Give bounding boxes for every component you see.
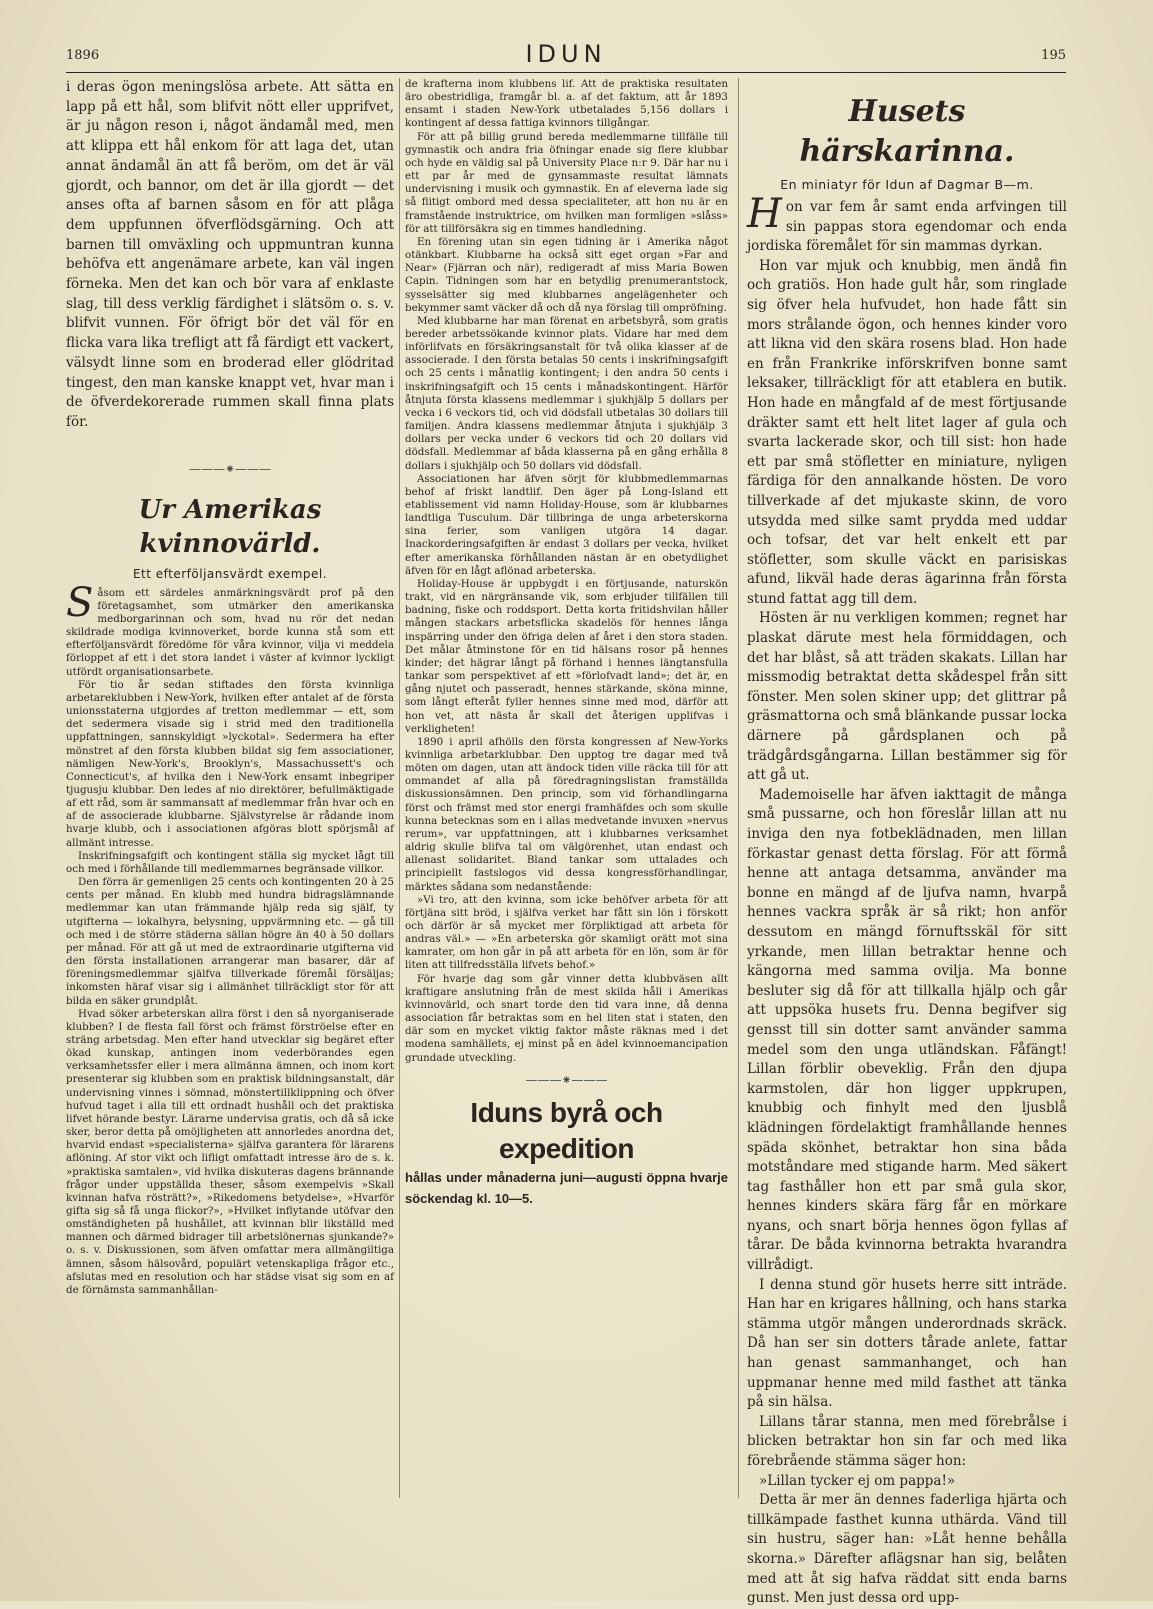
- article-paragraph: Associationen har äfven sörjt för klubbmedlemmarnas behof af friskt landtlif. Den äger på Long-Island ett etablissement vid namn Holiday-House, som är klubbarnes landtliga Tusculum. Där tillbringa de unga arbeterskorna sina ferier, som vanligen utgöra 14 dagar. Inackorderingsafgiften är endast 3 dollars per vecka, hvilket efter amerikanska förhållanden nästan är en obetydlighet äfven för en lågt aflönad arbeterska.: [405, 472, 728, 577]
- drop-cap: H: [747, 191, 782, 237]
- notice-text: hållas under månaderna juni—augusti öppna hvarje söckendag kl. 10—5.: [405, 1169, 728, 1206]
- column-1: [66, 78, 394, 1498]
- story-paragraph: on var fem år samt enda arfvingen till sin pappas stora egendomar och enda jordiska föremålet för sin mammas dyrkan.: [747, 199, 1067, 255]
- story-paragraph: Detta är mer än dennes faderliga hjärta och tillkämpade fasthet kunna uthärda. Vänd till sin hustru, säger han: »Låt henne behålla skorna.» Därefter aflägsnar han sig, belåten med att åt sig hafva räddat sitt endа barns gunst. Men just dessa ord upp-: [747, 1492, 1067, 1607]
- ornament-divider: ———⁕———: [525, 1072, 608, 1087]
- article-paragraph: En förening utan sin egen tidning är i Amerika något otänkbart. Klubbarne ha också sitt eget organ »Far and Near» (Fjärran och när), redigeradt af miss Maria Bowen Capin. Tidningen som har en betydlig prenumerantstock, sysselsätter sig med klubbarnes angelägenheter och bekymmer samt väcker då och då nya förslag till ompröfning.: [405, 235, 728, 314]
- article-paragraph: Med klubbarne har man förenat en arbetsbyrå, som gratis bereder arbetssökande kvinnor plats. Vidare har med dem införlifvats en försäkringsanstalt för två olika klasser af de associerade. I den första betalas 50 cents i inskrifningsafgift och 25 cents i månatlig kontingent; i den andra 50 cents i inskrifningsafgift och 15 cents i månadskontingent. Härför åtnjuta första klassens medlemmar i sjukhjälp 5 dollars per vecka i 6 veckors tid, och vid dödsfall utbetalas 30 dollars till familjen. Andra klassens medlemmar åtnjuta i sjukhjälp 3 dollars per vecka under 6 veckors tid och 20 dollars vid dödsfall. Medlemmar af båda klasserna på en gång erhålla 8 dollars i sjukhjälp och 50 dollars vid dödsfall.: [405, 314, 728, 472]
- article-paragraph: Holiday-House är uppbygdt i en förtjusande, naturskön trakt, vid en närgränsande vik, som erbjuder tillfällen till badning, fiske och roddsport. Detta korta fritidshvilan håller mången stackars arbetsflicka skadelös för hennes långa inspärring under den öfriga delen af året i den stora staden. Det målar åtminstone för en tid hälsans rosor på hennes kinder; det hägrar långt på förhand i hennes längtansfulla tankar som perspektivet af ett »förlofvadt land»; det är, en gång njutet och passeradt, hennes stärkande, sköna minne, som långt efteråt fyller hennes sinne med mod, därför att hon vet, att nästa år skall det återigen upplifvas i verkligheten!: [405, 577, 728, 735]
- story-paragraph: Hösten är nu verkligen kommen; regnet har plaskat därute mest hela förmiddagen, och det har blåst, så att träden skakats. Lillan har missmodig betraktat detta skådespel från sitt fönster. Men solen skiner upp; det glittrar på gräsmattorna och små blänkande pussar locka därnere på gårdsplanen och på trädgårdsgångarna. Lillan bestämmer sig för att gå ut.: [747, 610, 1067, 784]
- article-paragraph: För hvarje dag som går vinner detta klubbväsen allt kraftigare anslutning från de mest skilda håll i Amerikas kvinnovärld, och snart torde den tid vara inne, då denna association får betraktas som en hel liten stat i staten, den där som en mycket viktig faktor måste räknas med i det modena samhällets, ej minst på en ädel kvinnoemancipation grundade utveckling.: [405, 972, 728, 1064]
- column-divider: [399, 78, 400, 1498]
- article-paragraph: Inskrifningsafgift och kontingent ställa sig mycket lågt till och med i förhållande till medlemmarnes begränsade villkor.: [66, 849, 394, 875]
- article-paragraph: För att på billig grund bereda medlemmarne tillfälle till gymnastik och andra fria öfningar enade sig flere klubbar och hyde en väldig sal på University Place n:r 9. Där har nu i ett par år med de gynsammaste resultat lämnats undervisning i musik och gymnastik. En af eleverna lade sig så flitigt ombord med dessa specialiteter, att hon nu är en framstående instruktrice, om hvilken man formligen »slåss» för att tillförsäkra sig en timmes handledning.: [405, 130, 728, 235]
- article-subheading: Ett efterföljansvärdt exempel.: [132, 566, 328, 581]
- article-paragraph: För tio år sedan stiftades den första kvinnliga arbetareklubben i New-York, hvilken efter antalet af de första unionsstaterna utgjordes af tretton medlemmar — ett, som det sedermera visade sig i strid med den traditionella uppfattningen, sannskyldigt »lyckotal». Sedermera ha efter mönstret af den första klubben bildat sig fem associationer, nämligen New-York's, Brooklyn's, Massachussett's och Connecticut's, af hvilka den i New-York ensamt inbegriper tjugusju klubbar. Den ledes af nio direktörer, befullmäktigade af ett råd, som är sammansatt af medlemmar från hvar och en af de associerade klubbarne. Självstyrelse är rådande inom hvarje klubb, och i associationen afgöras blott spörjsmål af allmänt intresse.: [66, 678, 394, 849]
- article-paragraph: 1890 i april afhölls den första kongressen af New-Yorks kvinnliga arbetarklubbar. Den upptog tre dagar med två möten om dagen, utan att ändock tiden ville räcka till för att ommandet af alla på föredragningslistan framställda diskussionsämnen. Den princip, som vid förhandlingarna först och främst med stor energi framhäfdes och som skulle kunna betecknas som en i allas medvetande invuxen »nervus rerum», var uppfattningen, att i klubbarnes verksamhet aldrig skulle blifva tal om välgörenhet, utan endast och allenast solidaritet. Bland tankar som uttalades och principiellt fastslogos vid dessa kongressförhandlingar, märktes sådana som nedanstående:: [405, 735, 728, 893]
- column-3: [747, 78, 1067, 1607]
- article-paragraph: »Vi tro, att den kvinna, som icke behöfver arbeta för att förtjäna sitt bröd, i själfva verket har fått sin lön i förskott och därför är så mycket mer förpliktigad att arbeta för andras väl.» — »En arbeterska gör skamligt orätt mot sina kamrater, om hon går in på att arbeta för en lön, som är för liten att tillfredsställa lifvets behof.»: [405, 893, 728, 972]
- intro-paragraph: i deras ögon meningslösa arbete. Att sätta en lapp på ett hål, som blifvit nött eller upprifvet, är ju någon reson i, något ändamål med, men att klippa ett hål enkom för att laga det, utan annat ändamål än att få beröm, om det är väl gjordt, och bannor, om det är illa gjordt — det anses ofta af barnen såsom en för att plåga dem uppfunnen öfverflödsgärning. Och att barnen till omväxling och uppmuntran kunna behöfva ett angenämare arbete, kan väl ingen förneka. Men det kan och bör vara af enklaste slag, till dess verklig färdighet i slätsöm o. s. v. blifvit vunnen. För öfrigt bör det väl för en flicka vara lika trefligt att få färdigt ett vackert, välsydt linne som en broderad eller glödritad tingest, den man kanske knappt vet, hvar man i de öfverdekorerade rummen skall finna plats för.: [66, 79, 394, 430]
- header-rule: [66, 72, 1066, 73]
- page-header: [66, 40, 1066, 68]
- article-paragraph: Den förra är gemenligen 25 cents och kontingenten 20 à 25 cents per månad. En klubb med hundra bidragslämnande medlemmar kan utan främmande hjälp reda sig själf, ty utgifterna — lokalhyra, belysning, uppvärmning etc. — gå till och med i de större städerna sällan högre än 40 à 50 dollars per månad. För att gå ut med de extraordinarie utgifterna vid den första installationen arrangerar man basarer, där af föreningsmedlemmar själfva tillverkade föremål försäljas; inkomsten häraf visar sig i allmänhet tillräckligt stor för att bilda en säker grundplåt.: [66, 876, 394, 1007]
- story-paragraph: Mademoiselle har äfven iakttagit de många små pussarne, och hon föreslår lillan att nu inviga den nya fotbeklädnaden, men lillan förkastar genast detta förslag. För att förmå henne att antaga detsamma, använder ma bonne en mängd af de ljufva namn, hvarpå hennes vackra språk är så rikt; hon anför dessutom en mängd förnuftsskäl för sitt yrkande, men lillan betraktar henne och kängorna med samma ovilja. Ma bonne besluter sig då för att tillkalla hjälp och går att uppsöka husets fru. Denna begifver sig gensst till sin dotter samt använder samma medel som den unga utländskan. Fåfängt! Lillan förblir obeveklig. Från den djupa karmstolen, där hon ligger uppkrupen, knubbig och finhylt med den ljusblå klädningen fördelaktigt framhållande hennes späda skönhet, betraktar hon sina båda motståndare med stigande harm. Med säkert tag fasthåller hon ett par små gula skor, hennes kinders skära färg får en mörkare nyans, och snart börja hennes ögon fyllas af tårar. De båda kvinnorna betrakta hvarandra villrådigt.: [747, 786, 1067, 1274]
- article-paragraph: de krafterna inom klubbens lif. Att de praktiska resultaten äro obestridliga, framgår bl. a. af det faktum, att år 1893 ensamt i staden New-York utbetalades 5,156 dollars i kontingent af dessa fattiga kvinnors tillgångar.: [405, 78, 728, 130]
- column-2: [405, 78, 728, 1498]
- article-paragraph: åsom ett särdeles anmärkningsvärdt prof på den företagsamhet, som utmärker den amerikanska medborgarinnan och som, hvad nu rör det nedan skildrade modiga kvinnoverket, borde kunna stå som ett efterföljansvärdt föredöme för våra kvinnor, vilja vi meddela förloppet af ett i det stora landet i väster af kvinnor lyckligt utfördt organisationsarbete.: [66, 586, 394, 678]
- story-paragraph: Hon var mjuk och knubbig, men ändå fin och gratiös. Hon hade gult hår, som ringlade sig öfver hela hufvudet, hon hade fått sin mors strålande ögon, och hennes kinder voro att likna vid den skära rosens blad. Hon hade en från Frankrike införskrifven bonne samt leksaker, tillräckligt för att etablera en butik. Hon hade en mångfald af de mest förtjusande dräkter samt ett helt litet lager af gula och svarta lackerade skor, och till sist: hon hade ett par små stöfletter en miniature, nyligen färdiga för den annalkande hösten. De voro tillverkade af det mjukaste skinn, de voro utsydda med silke samt prydda med uddar och tofsar, det var helt enkelt ett par stöfletter, som skulle väckt en parisiskas afund, likväl hade deras ägarinna från första stund fattat agg till dem.: [747, 257, 1067, 607]
- article-heading: Ur Amerikas kvinnovärld.: [138, 494, 322, 559]
- story-subheading: En miniatyr för Idun af Dagmar B—m.: [780, 177, 1034, 192]
- drop-cap: S: [66, 579, 94, 626]
- header-year: 1896: [66, 48, 100, 63]
- notice-title: Iduns byrå och expedition: [470, 1096, 663, 1164]
- story-heading: Husets härskarinna.: [799, 94, 1015, 169]
- article-paragraph: Hvad söker arbeterskan allra först i den så nyorganiserade klubben? I de flesta fall först och främst förströelse efter en sträng arbetsdag. Men efter hand utvecklar sig begäret efter ökad kunskap, antingen inom vederbörandes egen verksamhetssfer eller i mera allmänna ämnen, och inom kort presenterar sig klubben som en praktisk bildningsanstalt, där undervisning vinnes i sömnad, mönstertillklippning och öfver hufvud taget i alla till ett ordnadt hushåll och det praktiska lifvet hörande bestyr. Lärarne undervisa gratis, och då så icke sker, beror detta på omöjligheten att annorledes anordna det, hvarvid endast »specialisterna» själfva garantera för lärarens aflöning. Af stor vikt och lifligt omfattadt intresse äro de s. k. »praktiska samtalen», vid hvilka diskuteras dagens brännande frågor under uppställda theser, såsom exempelvis »Skall kvinnan hafva rösträtt?», »Rikedomens betydelse», »Hvarför gifta sig så få unga flickor?», »Hvilket inflytande utöfvar den omständigheten på hushållet, att kvinnan blir likställd med mannen och därmed bidrager till arbetslönernas sjunkande?» o. s. v. Diskussionen, som äfven omfattar mera allmängiltiga ämnen, såsom hälsovård, populärt vetenskapliga frågor etc., afslutas med en resolution och har städse visat sig som en af de förnämsta sammanhållan-: [66, 1007, 394, 1296]
- story-paragraph: I denna stund gör husets herre sitt inträde. Han har en krigares hållning, och hans starka stämma utgör mången underordnads skräck. Då han ser sin dotters tårade anlete, fattar han genast sammanhanget, och han uppmanar henne med mild fasthet att tänka på sin hälsa.: [747, 1276, 1067, 1411]
- masthead-title: IDUN: [525, 40, 607, 68]
- story-paragraph: »Lillan tycker ej om pappa!»: [759, 1472, 956, 1489]
- ornament-divider: ———⁕———: [188, 461, 272, 476]
- page-number: 195: [1041, 48, 1066, 63]
- column-divider: [738, 78, 739, 1498]
- story-paragraph: Lillans tårar stanna, men med förebrålse i blicken betraktar hon sin far och med lika förebrående stämma säger hon:: [747, 1413, 1067, 1469]
